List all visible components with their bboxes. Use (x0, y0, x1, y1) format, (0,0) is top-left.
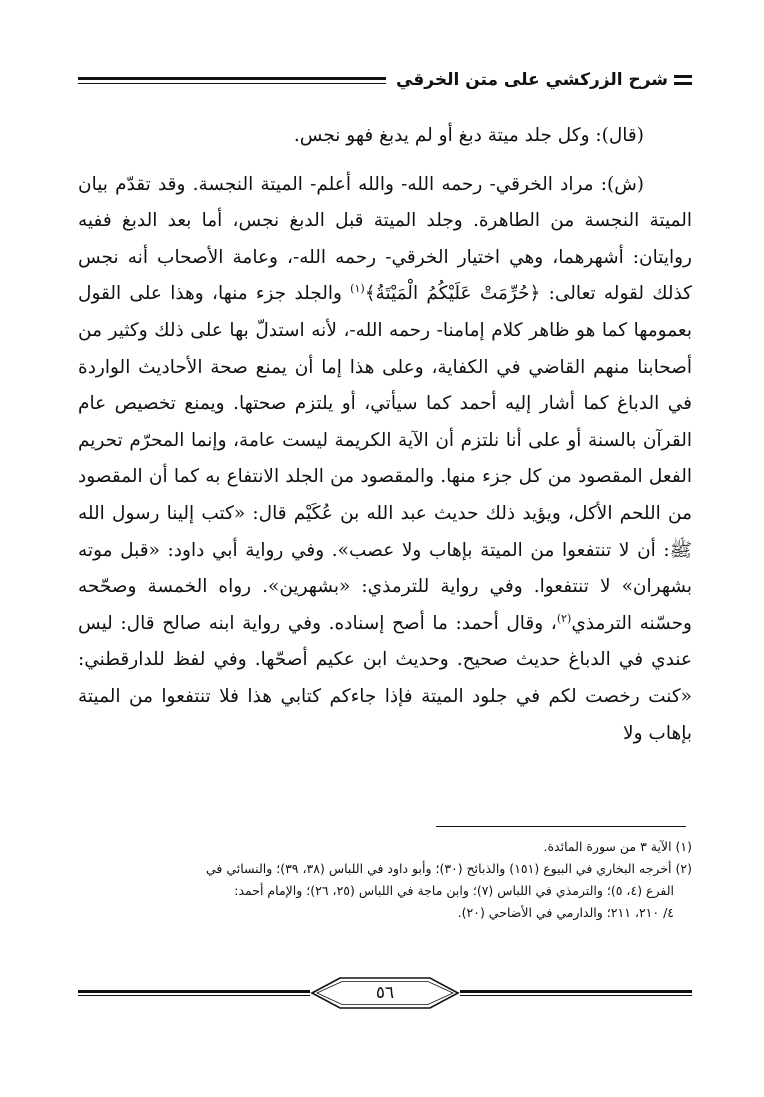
text-segment: (ش): مراد الخرقي- رحمه الله- والله أعلم- الميتة النجسة. وقد تقدّم بيان الميتة النجسة من الطاهرة. وجلد الميتة قبل الدبغ نجس، أما بعد الدبغ ففيه روايتان: أشهرهما، وهي اختيار الخرقي- رحمه الله-، وعامة الأصحاب أنه نجس كذلك لقوله تعالى: ﴿حُرِّمَتْ عَلَيْكُمُ الْمَيْتَةُ﴾ (78, 173, 692, 305)
text-segment: والجلد جزء منها، وهذا على القول بعمومها كما هو ظاهر كلام إمامنا- رحمه الله-، لأنه استدلّ بها على ذلك وكثير من أصحابنا منهم القاضي في الكفاية، وعلى هذا إما أن يمنع صحة الأحاديث الواردة في الدباغ كما أشار إليه أحمد كما سيأتي، أو يلتزم صحتها. ويمنع تخصيص عام القرآن بالسنة أو على أنا نلتزم أن الآية الكريمة ليست عامة، وإنما المحرّم تحريم الفعل المقصود من كل جزء منها. والمقصود من الجلد الانتفاع به كما أن المقصود من اللحم الأكل، ويؤيد ذلك حديث عبد الله بن عُكَيْم قال: «كتب إلينا رسول الله ﷺ: أن لا تنتفعوا من الميتة بإهاب ولا عصب». وفي رواية أبي داود: «قبل موته بشهران» لا تنتفعوا. وفي رواية للترمذي: «بشهرين». رواه الخمسة وصحّحه وحسّنه الترمذي (78, 283, 692, 634)
page-number-badge (310, 976, 460, 1010)
paragraph-qala: (قال): وكل جلد ميتة دبغ أو لم يدبغ فهو نجس. (293, 125, 644, 146)
header-ornament-icon (674, 75, 692, 85)
footer-rule-left (78, 990, 310, 996)
footnote-2-line-1: (٢) أخرجه البخاري في البيوع (١٥١) والذبائح (٣٠)؛ وأبو داود في اللباس (٣٨، ٣٩)؛ والنسائي في (205, 861, 692, 876)
footer-rule-right (460, 990, 692, 996)
header-rule (78, 77, 386, 84)
text-segment: ، وقال أحمد: ما أصح إسناده. وفي رواية ابنه صالح قال: ليس عندي في الدباغ حديث صحيح. وحديث ابن عكيم أصحّها. وفي لفظ للدارقطني: «كنت رخصت لكم في جلود الميتة فإذا جاءكم كتابي هذا فلا تنتفعوا من الميتة بإهاب ولا (78, 612, 692, 744)
footnote-1: (١) الآية ٣ من سورة المائدة. (543, 839, 692, 854)
footnote-2-line-3: ٤/ ٢١٠، ٢١١؛ والدارمي في الأضاحي (٢٠). (457, 905, 674, 920)
footnote-2-line-2: الفرع (٤، ٥)؛ والترمذي في اللباس (٧)؛ وابن ماجة في اللباس (٢٥، ٢٦)؛ والإمام أحمد: (234, 883, 674, 898)
footnote-ref-2: (٢) (556, 611, 572, 625)
page-number: ٥٦ (375, 983, 395, 1003)
page-footer (78, 976, 692, 1010)
footnote-separator (436, 826, 686, 827)
paragraph-sharh (78, 167, 692, 753)
running-header-title: شرح الزركشي على متن الخرقي (395, 70, 668, 90)
footnotes (78, 836, 692, 924)
main-text (78, 118, 692, 752)
running-header (78, 66, 692, 94)
footnote-ref-1: (١) (350, 282, 365, 296)
